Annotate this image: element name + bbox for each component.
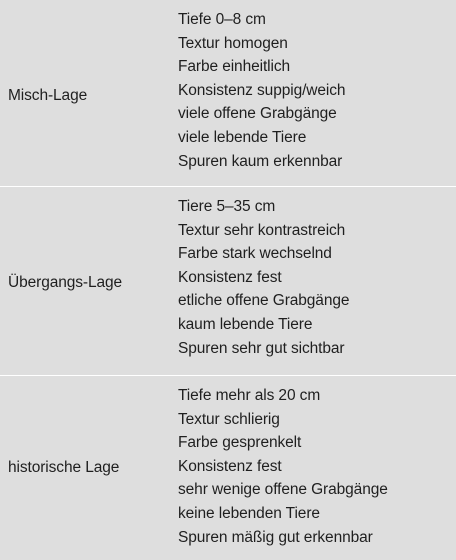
property-item: keine lebenden Tiere — [178, 504, 320, 522]
layer-label: Misch-Lage — [8, 87, 88, 104]
property-item: etliche offene Grabgänge — [178, 292, 350, 310]
table-row-misch-lage — [0, 0, 456, 186]
property-item: Spuren kaum erkennbar — [178, 152, 343, 170]
table-row-uebergangs-lage — [0, 186, 456, 375]
layer-label: historische Lage — [8, 459, 120, 476]
property-item: Textur homogen — [178, 34, 288, 52]
property-item: Farbe stark wechselnd — [178, 245, 332, 263]
property-item: kaum lebende Tiere — [178, 315, 313, 333]
property-item: viele offene Grabgänge — [178, 105, 337, 123]
property-item: Spuren mäßig gut erkennbar — [178, 528, 373, 546]
property-item: Textur sehr kontrastreich — [178, 221, 346, 239]
property-item: Textur schlierig — [178, 410, 280, 428]
property-item: Konsistenz fest — [178, 268, 282, 286]
property-item: viele lebende Tiere — [178, 128, 307, 146]
property-item: Tiefe 0–8 cm — [178, 11, 266, 28]
property-item: sehr wenige offene Grabgänge — [178, 481, 388, 499]
property-list — [170, 187, 456, 375]
property-item: Farbe gesprenkelt — [178, 434, 302, 452]
property-item: Spuren sehr gut sichtbar — [178, 339, 345, 357]
property-list — [170, 0, 456, 186]
property-item: Tiefe mehr als 20 cm — [178, 387, 321, 404]
layer-label: Übergangs-Lage — [8, 274, 123, 291]
property-item: Tiere 5–35 cm — [178, 198, 276, 215]
property-list — [170, 376, 456, 560]
property-item: Farbe einheitlich — [178, 58, 291, 76]
table-row-historische-lage — [0, 375, 456, 560]
property-item: Konsistenz suppig/weich — [178, 81, 346, 99]
property-item: Konsistenz fest — [178, 457, 282, 475]
